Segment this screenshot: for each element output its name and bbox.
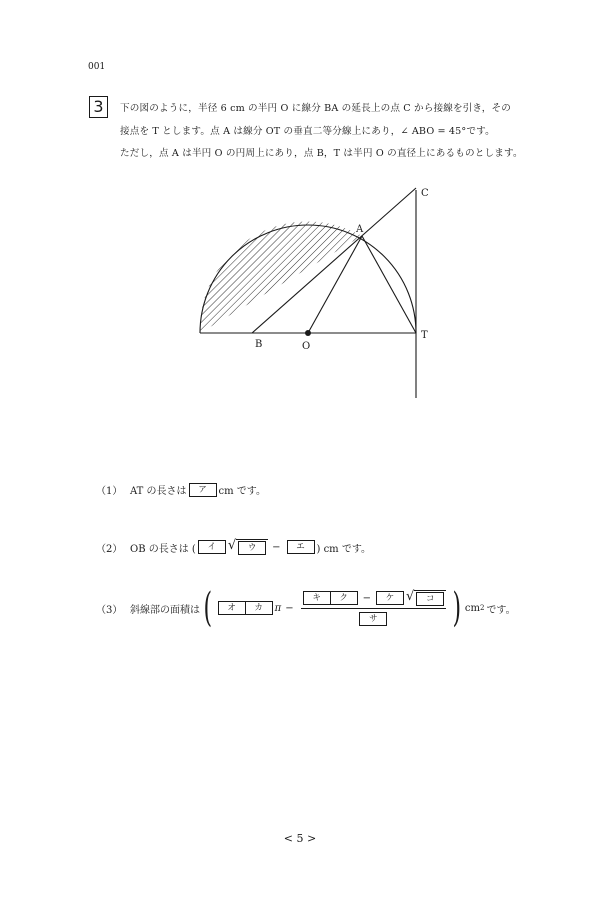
answer-group-ki-ku [303,591,358,605]
fraction [301,590,447,626]
label-C: C [421,188,429,199]
subquestion-3-number: （3） [96,604,123,616]
unit-superscript: 2 [479,604,485,612]
subquestion-1-number: （1） [96,486,123,497]
label-A: A [356,224,364,235]
minus-sign-4: − [362,592,371,604]
page-id: 001 [88,62,106,72]
answer-box-ka[interactable]: カ [245,602,272,614]
left-paren: ( [203,585,213,631]
center-point-O [305,330,311,336]
hatched-region [200,221,362,333]
label-O: O [302,341,311,352]
answer-box-o[interactable]: オ [227,603,236,613]
subquestion-2 [96,539,371,555]
question-line-3: ただし，点 A は半円 O の円周上にあり，点 B，T は半円 O の直径上にあるものとします。 [120,148,523,159]
question-line-2: 接点を T とします。点 A は線分 OT の垂直二等分線上にあり，∠ ABO = 45°です。 [120,126,495,137]
subquestion-2-unit: ) cm です。 [316,543,372,555]
label-B: B [255,339,263,350]
minus-sign-3: − [285,602,294,614]
answer-box-i[interactable]: イ [198,540,226,554]
question-line-1: 下の図のように，半径 6 cm の半円 O に線分 BA の延長上の点 C から接線を引き，その [120,103,512,114]
sqrt-symbol-2: √ コ [406,590,446,606]
subquestion-1-text: AT の長さは [130,486,187,497]
subquestion-3-text: 斜線部の面積は [130,604,200,616]
answer-box-u[interactable]: ウ [238,541,266,555]
minus-sign: − [272,541,281,553]
pi-symbol: π [274,602,282,614]
answer-box-ku[interactable]: ク [330,592,357,604]
subquestion-3-suffix: です。 [486,604,516,616]
right-paren: ) [452,585,462,631]
subquestion-2-text: OB の長さは ( [130,543,196,555]
answer-box-ki[interactable]: キ [312,593,321,603]
unit-cm: cm [464,602,480,614]
subquestion-2-number: （2） [96,543,123,555]
geometry-figure [0,0,600,420]
answer-box-ke[interactable]: ケ [376,591,404,605]
subquestion-3 [96,585,516,631]
segment-AT [362,236,416,333]
page-number: < 5 > [283,832,317,845]
answer-box-e[interactable]: エ [287,540,315,554]
answer-box-sa[interactable]: サ [359,612,387,626]
label-T: T [421,330,428,341]
subquestion-1 [96,482,266,497]
question-number: 3 [89,96,108,118]
subquestion-1-unit: cm です。 [218,486,266,497]
answer-box-ko[interactable]: コ [416,592,444,606]
sqrt-symbol: √ ウ [228,539,268,555]
answer-box-a[interactable]: ア [189,483,217,497]
answer-group-o-ka [218,601,273,615]
